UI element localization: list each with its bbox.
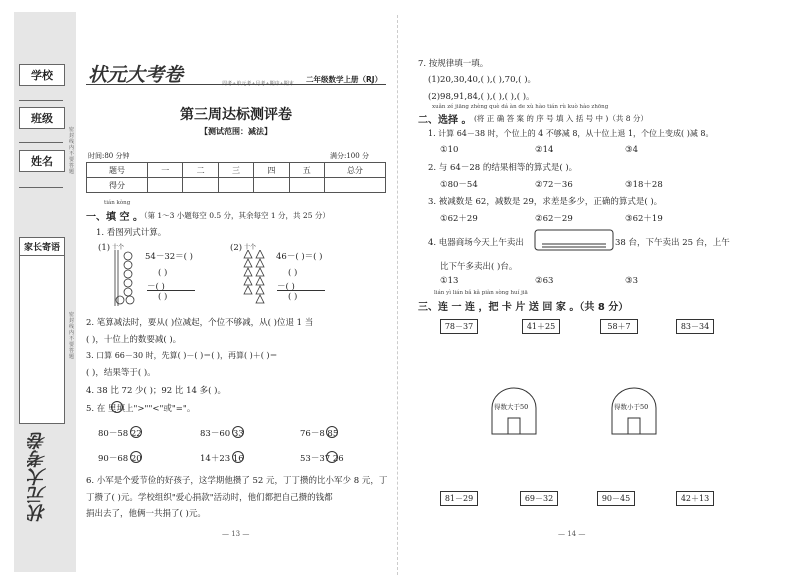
- section-3-title: 三、连 一 连 ，把 卡 片 送 回 家 。（共 8 分）: [418, 302, 629, 313]
- q1b-vertical-sub: －( ): [277, 282, 295, 292]
- choice-1-option[interactable]: ①10: [440, 145, 459, 155]
- house-label-less-than-50: 得数小于50: [614, 403, 649, 411]
- counting-rods-bundles-icon: [110, 250, 136, 306]
- question-5: 5. 在 里填上">""<"或"="。: [86, 404, 196, 414]
- expression-card[interactable]: 78－37: [440, 319, 478, 334]
- page-title: 第三周达标测评卷: [180, 107, 292, 123]
- choice-4-pre: 4. 电器商场今天上午卖出: [428, 238, 524, 248]
- choice-3: 3. 被减数是 62，减数是 29，求差是多少，正确的算式是( )。: [428, 197, 663, 207]
- seal-line-text: 密封线内不要答题: [69, 312, 75, 360]
- score-header-cell: 三: [218, 163, 253, 178]
- seal-line-text: 密封线内不要答题: [69, 127, 75, 175]
- score-header-cell: 一: [148, 163, 183, 178]
- compare-item: 90－68 20: [98, 454, 142, 464]
- counting-sticks-triangles-icon: [242, 250, 268, 306]
- question-7-part-1: (1)20,30,40,( ),( ),70,( )。: [428, 75, 537, 85]
- expression-card[interactable]: 41＋25: [522, 319, 560, 334]
- choice-3-option[interactable]: ②62－29: [535, 214, 573, 224]
- question-2-line-1: 2. 笔算减法时，要从( )位减起，个位不够减，从( )位退 1 当: [86, 318, 314, 328]
- section-2-note: (将 正 确 答 案 的 序 号 填 入 括 号 中 )（共 8 分）: [474, 114, 648, 123]
- section-2-pinyin: xuǎn zé jiāng zhèng què dá àn de xù hào tián rù kuò hào zhōng: [432, 104, 609, 110]
- expression-card[interactable]: 69－32: [520, 491, 558, 506]
- score-cell[interactable]: [324, 178, 385, 193]
- score-header-cell: 五: [289, 163, 324, 178]
- page-divider: [397, 15, 398, 575]
- choice-4-post: 38 台，下午卖出 25 台，上午: [615, 238, 730, 248]
- q1b-label: (2): [230, 243, 243, 253]
- compare-item: 53－37 26: [300, 454, 344, 464]
- compare-circle-icon: [111, 401, 123, 413]
- choice-4-option[interactable]: ①13: [440, 276, 459, 286]
- compare-item: 80－58 22: [98, 429, 142, 439]
- header-logo: 状元大考卷: [88, 64, 184, 86]
- question-2-line-2: ( )，十位上的数要减( )。: [86, 335, 182, 345]
- exam-time: 时间:80 分钟: [88, 152, 130, 160]
- choice-3-option[interactable]: ①62＋29: [440, 214, 478, 224]
- q1a-place-values: 十个: [112, 244, 125, 251]
- question-6-line-3: 捐出去了，他俩一共捐了( )元。: [86, 509, 206, 519]
- choice-2-option[interactable]: ②72－36: [535, 180, 573, 190]
- question-6-line-2: 丁攒了( )元。学校组织"爱心捐款"活动时，他们都把自己攒的钱都: [86, 493, 333, 503]
- page-number-right: — 14 —: [558, 530, 586, 538]
- house-label-greater-than-50: 得数大于50: [494, 403, 529, 411]
- name-label: 姓名: [19, 150, 65, 172]
- score-cell[interactable]: [254, 178, 289, 193]
- section-1-pinyin: tián kòng: [104, 200, 131, 206]
- score-table: [86, 162, 386, 193]
- choice-4-option[interactable]: ③3: [625, 276, 639, 286]
- score-row: [87, 178, 386, 193]
- q1b-place-values: 十个: [244, 244, 257, 251]
- binding-sidebar: [14, 12, 76, 572]
- header-grade: 二年级数学上册（RJ）: [306, 75, 383, 84]
- score-header-cell: 四: [254, 163, 289, 178]
- expression-card[interactable]: 42＋13: [676, 491, 714, 506]
- choice-1-option[interactable]: ③4: [625, 145, 639, 155]
- q1b-vertical-top: ( ): [288, 268, 298, 278]
- full-score: 满分:100 分: [330, 152, 369, 160]
- answer-circle[interactable]: [130, 426, 142, 438]
- compare-item: 83－60 33: [200, 429, 244, 439]
- expression-card[interactable]: 83－34: [676, 319, 714, 334]
- school-label: 学校: [19, 64, 65, 86]
- score-cell[interactable]: [148, 178, 183, 193]
- q1a-label: (1): [98, 243, 111, 253]
- question-7: 7. 按规律填一填。: [418, 59, 489, 69]
- q1a-vertical-top: ( ): [158, 268, 168, 278]
- school-line: [19, 100, 63, 101]
- q1b-vertical-rule: [277, 290, 325, 291]
- score-cell[interactable]: [218, 178, 253, 193]
- brand-logo: 状元大考卷: [28, 432, 49, 522]
- section-1-note: （第 1～3 小题每空 0.5 分，其余每空 1 分，共 25 分）: [140, 211, 330, 220]
- q1b-vertical-result: ( ): [288, 292, 298, 302]
- score-header-row: [87, 163, 386, 178]
- q1a-vertical-rule: [147, 290, 195, 291]
- score-header-cell: 题号: [87, 163, 148, 178]
- q1a-vertical-sub: －( ): [147, 282, 165, 292]
- test-range: 【测试范围：减法】: [200, 126, 272, 136]
- expression-card[interactable]: 58＋7: [600, 319, 638, 334]
- choice-1: 1. 计算 64－38 时，个位上的 4 不够减 8，从十位上退 1，个位上变成( )减 8。: [428, 129, 714, 138]
- answer-circle[interactable]: [232, 451, 244, 463]
- choice-4-line-2: 比下午多卖出( )台。: [440, 262, 518, 272]
- class-line: [19, 142, 63, 143]
- expression-card[interactable]: 90－45: [597, 491, 635, 506]
- section-3-pinyin: lián yì lián bǎ kǎ piàn sòng huí jiā: [434, 290, 528, 296]
- section-2-title: 二、选择 。: [418, 115, 472, 126]
- choice-3-option[interactable]: ③62＋19: [625, 214, 663, 224]
- section-1-title: 一、填 空 。: [86, 212, 143, 223]
- page-number-left: — 13 —: [222, 530, 250, 538]
- score-header-cell: 二: [183, 163, 218, 178]
- parent-note-label: 家长寄语: [20, 238, 64, 256]
- choice-2-option[interactable]: ①80－54: [440, 180, 478, 190]
- air-conditioner-icon: [534, 229, 614, 255]
- expression-card[interactable]: 81－29: [440, 491, 478, 506]
- choice-1-option[interactable]: ②14: [535, 145, 554, 155]
- choice-2-option[interactable]: ③18＋28: [625, 180, 663, 190]
- question-6-line-1: 6. 小军是个爱节俭的好孩子，这学期他攒了 52 元，丁丁攒的比小军少 8 元，丁: [86, 476, 388, 486]
- parent-note-box: [19, 237, 65, 424]
- score-header-cell: 总分: [324, 163, 385, 178]
- answer-circle[interactable]: [326, 451, 338, 463]
- score-row-label: 得分: [87, 178, 148, 193]
- question-3-line-2: ( )，结果等于( )。: [86, 368, 156, 378]
- score-cell[interactable]: [289, 178, 324, 193]
- q1b-equation: 46－( )＝( ): [276, 252, 323, 262]
- answer-circle[interactable]: [130, 451, 142, 463]
- answer-circle[interactable]: [232, 426, 244, 438]
- name-line: [19, 187, 63, 188]
- choice-2: 2. 与 64－28 的结果相等的算式是( )。: [428, 163, 578, 173]
- question-4: 4. 38 比 72 少( )；92 比 14 多( )。: [86, 386, 226, 396]
- q1a-vertical-result: ( ): [158, 292, 168, 302]
- header-rule: [86, 84, 386, 85]
- choice-4-option[interactable]: ②63: [535, 276, 554, 286]
- question-7-part-2: (2)98,91,84,( ),( ),( ),( )。: [428, 92, 535, 102]
- class-label: 班级: [19, 107, 65, 129]
- header-tagline: 周考+单元考+月考+期中+期末: [222, 81, 294, 87]
- compare-item: 14＋23 16: [200, 454, 244, 464]
- score-cell[interactable]: [183, 178, 218, 193]
- answer-circle[interactable]: [326, 426, 338, 438]
- compare-item: 76－8 85: [300, 429, 339, 439]
- question-1: 1. 看图列式计算。: [96, 228, 167, 238]
- q1a-equation: 54－32＝( ): [145, 252, 193, 262]
- question-3-line-1: 3. 口算 66－30 时，先算( )－( )＝( )，再算( )＋( )＝: [86, 351, 278, 360]
